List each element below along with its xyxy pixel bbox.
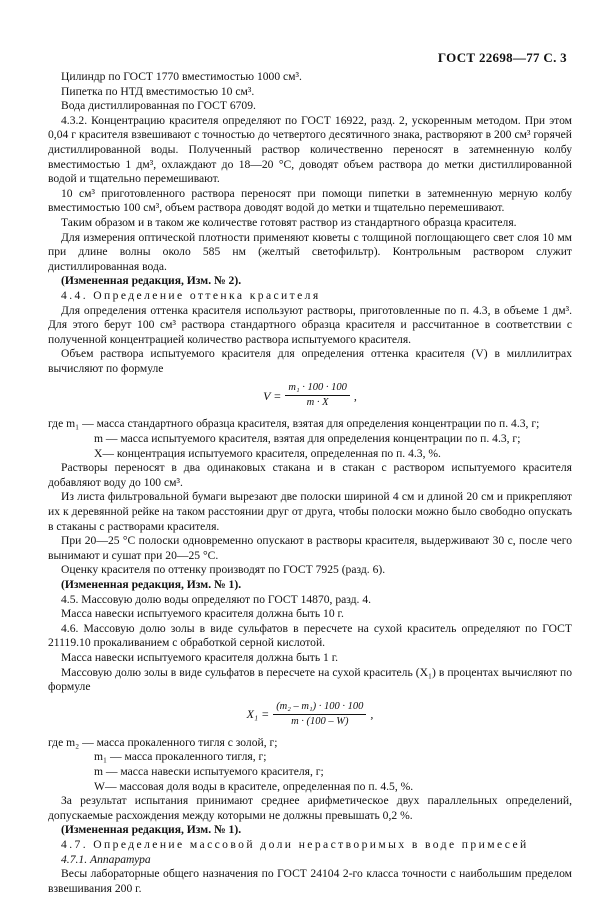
section-4-4-heading: 4.4. Определение оттенка красителя (61, 288, 321, 302)
formula-denominator: m · X (306, 397, 329, 409)
formula-lhs: X₁ = (246, 706, 270, 721)
section-4-3-2: 4.3.2. Концентрацию красителя определяют по ГОСТ 16922, разд. 2, ускоренным методом. При этом 0,04 г красителя взвешивают с точностью до четвертого десятичного знака, растворяют в 200 см³ горячей дистиллированной воды. Полученный раствор количественно переносят в затемненную колбу вместимостью 1 дм³, охлаждают до 18—20 °С, доводят объем раствора до метки дистиллированной водой и тщательно перемешивают. (48, 113, 572, 186)
paragraph: Объем раствора испытуемого красителя для определения оттенка красителя (V) в миллилитрах вычисляют по формуле (48, 347, 572, 375)
formula-volume (48, 382, 572, 409)
definition: W— массовая доля воды в красителе, определенная по п. 4.5, %. (94, 779, 414, 793)
section-4-7-1-heading: 4.7.1. Аппаратура (61, 852, 151, 866)
paragraph: При 20—25 °С полоски одновременно опускают в растворы красителя, выдерживают 30 с, после чего вынимают и сушат при 20—25 °С. (48, 534, 572, 562)
document-body (48, 70, 572, 896)
section-4-7-heading: 4.7. Определение массовой доли нерастворимых в воде примесей (61, 837, 529, 851)
formula-definitions (48, 736, 572, 794)
paragraph: Для определения оттенка красителя используют растворы, приготовленные по п. 4.3, в объеме 1 дм³. Для этого берут 100 см³ раствора стандартного образца красителя и рассчитанное в соответствии с полученной концентрацией количество раствора испытуемого красителя. (48, 303, 572, 346)
definition: где m₂ — масса прокаленного тигля с золой, г; (48, 735, 278, 749)
definition: m — масса навески испытуемого красителя, г; (94, 764, 324, 778)
formula-fraction (273, 701, 366, 728)
paragraph: Для измерения оптической плотности применяют кюветы с толщиной поглощающего свет слоя 10 мм при длине волны около 585 нм (желтый светофильтр). Контрольным раствором служит дистиллированная вода. (48, 230, 572, 273)
paragraph: Весы лабораторные общего назначения по ГОСТ 24104 2-го класса точности с наибольшим пределом взвешивания 200 г. (48, 867, 572, 895)
paragraph: Цилиндр по ГОСТ 1770 вместимостью 1000 см³. (61, 70, 302, 83)
formula-lhs: V = (263, 388, 282, 403)
paragraph: 10 см³ приготовленного раствора переносят при помощи пипетки в затемненную мерную колбу вместимостью 100 см³, объем раствора доводят водой до метки и тщательно перемешивают. (48, 186, 572, 215)
section-4-6: 4.6. Массовую долю золы в виде сульфатов в пересчете на сухой краситель определяют по ГОСТ 21119.10 прокаливанием с обработкой серной кислотой. (48, 621, 572, 650)
formula-fraction (285, 382, 349, 409)
formula-numerator: (m₂ – m₁) · 100 · 100 (273, 701, 366, 715)
formula-definitions (48, 417, 572, 461)
paragraph: Оценку красителя по оттенку производят по ГОСТ 7925 (разд. 6). (61, 563, 386, 577)
definition: m — масса испытуемого красителя, взятая для определения концентрации по п. 4.3, г; (94, 432, 521, 446)
paragraph: Из листа фильтровальной бумаги вырезают две полоски шириной 4 см и длиной 20 см и прикрепляют их к деревянной рейке на таком расстоянии друг от друга, чтобы полоски можно было свободно опускать в стаканы с растворами красителя. (48, 490, 572, 533)
paragraph: Вода дистиллированная по ГОСТ 6709. (61, 99, 256, 113)
paragraph: Пипетка по НТД вместимостью 10 см³. (61, 84, 255, 98)
paragraph: За результат испытания принимают среднее арифметическое двух параллельных определений, допускаемые расхождения между которыми не должны превышать 0,2 %. (48, 794, 572, 822)
paragraph: Растворы переносят в два одинаковых стакана и в стакан с раствором испытуемого красителя добавляют воду до 100 см³. (48, 461, 572, 489)
formula-ash (48, 701, 572, 728)
paragraph: Масса навески испытуемого красителя должна быть 1 г. (61, 650, 339, 664)
definition: m₁ — масса прокаленного тигля, г; (94, 750, 267, 764)
amendment-note: (Измененная редакция, Изм. № 2). (61, 274, 242, 288)
formula-tail: , (370, 706, 374, 721)
formula-numerator: m₁ · 100 · 100 (285, 382, 349, 396)
paragraph: Таким образом и в таком же количестве готовят раствор из стандартного образца красителя. (61, 215, 517, 229)
paragraph: Масса навески испытуемого красителя должна быть 10 г. (61, 607, 344, 621)
section-4-5: 4.5. Массовую долю воды определяют по ГОСТ 14870, разд. 4. (61, 592, 372, 606)
page-header: ГОСТ 22698—77 С. 3 (437, 50, 567, 65)
formula-tail: , (353, 388, 357, 403)
paragraph: Массовую долю золы в виде сульфатов в пересчете на сухой краситель (X₁) в процентах вычисляют по формуле (48, 665, 572, 694)
amendment-note: (Измененная редакция, Изм. № 1). (61, 823, 242, 837)
amendment-note: (Измененная редакция, Изм. № 1). (61, 578, 242, 591)
formula-denominator: m · (100 – W) (291, 715, 349, 727)
definition: X— концентрация испытуемого красителя, определенная по п. 4.3, %. (94, 446, 441, 460)
definition: где m₁ — масса стандартного образца красителя, взятая для определения концентрации по п. 4.3, г; (48, 417, 540, 431)
